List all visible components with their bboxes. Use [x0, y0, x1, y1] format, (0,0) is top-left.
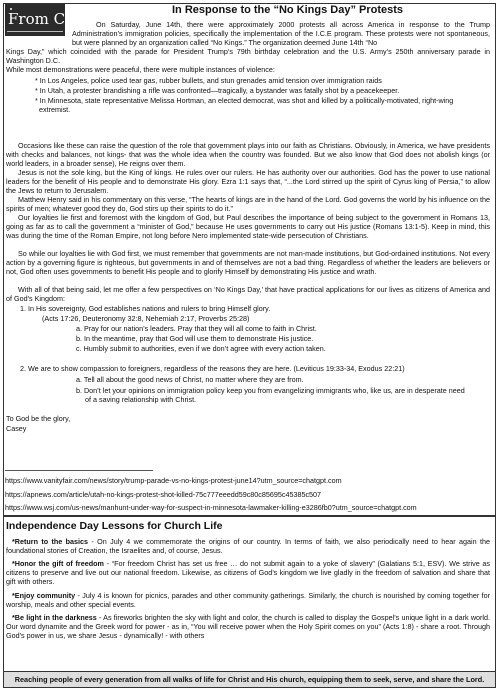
point-2-sub-a: a. Tell all about the good news of Christ, no matter where they are from.: [76, 375, 304, 384]
lesson-freedom-label: *Honor the gift of freedom: [12, 559, 104, 568]
lesson-basics-label: *Return to the basics: [12, 537, 89, 546]
intro-paragraph: On Saturday, June 14th, there were approximately 2000 protests all across America in response to the Trump Administration’s immigration policies, specifically the implementation of the I.C.E program. These protests were not spontaneous, but were planned by an organization called “No Kings.” The organization deemed June 14th “No: [72, 20, 490, 47]
lesson-community: [6, 591, 490, 609]
paragraph-jesus: Jesus is not the sole king, but the King of kings. He rules over our rulers. He has authority over our authorities. God has the power to use national leaders for the benefit of His people and to demonstrate His glory. Ezra 1:1 says that, “...the Lord stirred up the spirit of Cyrus king of Persia,” to allow the Jews to return to Jerusalem.: [6, 168, 490, 195]
bullet-utah: * In Utah, a protester brandishing a rifle was confronted—tragically, a bystander was fatally shot by a peacekeeper.: [35, 86, 400, 95]
source-link-vanityfair[interactable]: https://www.vanityfair.com/news/story/trump-parade-vs-no-kings-protest-june14?utm_source=chatgpt.com: [5, 476, 342, 485]
point-1-refs: (Acts 17:26, Deuteronomy 32:8, Nehemiah 2:17, Proverbs 25:28): [42, 314, 250, 323]
source-link-wsj[interactable]: https://www.wsj.com/us-news/manhunt-under-way-for-suspect-in-minnesota-lawmaker-killing-e3286fb0?utm_source=chatgpt.com: [5, 503, 417, 512]
footer-banner: Reaching people of every generation from all walks of life for Christ and His church, equipping them to seek, serve, and share the Lord.: [3, 671, 496, 688]
source-link-apnews[interactable]: https://apnews.com/article/utah-no-kings-protest-shot-killed-75c777eeedd59c80c85695c45385c507: [5, 490, 322, 499]
point-1: 1. In His sovereignty, God establishes nations and rulers to bring Himself glory.: [20, 304, 271, 313]
point-2-sub-b: b. Don’t let your opinions on immigration policy keep you from evangelizing immigrants who, like us, are in desperate need: [76, 386, 465, 395]
point-1-sub-b: b. In the meantime, pray that God will use them to demonstrate His justice.: [76, 334, 314, 343]
second-article-title: Independence Day Lessons for Church Life: [6, 520, 223, 532]
paragraph-occasions: Occasions like these can raise the question of the role that government plays into our faith as Christians. Obviously, in America, we have presidents with checks and balances, not kings- that was the whole idea when the country was founded. But we also know that God does not abolish kings (or world leaders, in a broader sense), He reigns over them.: [6, 141, 490, 168]
lesson-freedom: [6, 559, 490, 586]
sources-divider: [5, 470, 153, 471]
logo-rule: [7, 31, 63, 32]
bullet-la: * In Los Angeles, police used tear gas, rubber bullets, and stun grenades amid tension over immigration raids: [35, 76, 382, 85]
paragraph-loyalties: Our loyalties lie first and foremost with the kingdom of God, but Paul describes the importance of being subject to the government in Romans 13, going as far as to call the government a “minister of God,” because He uses governments to carry out His justice (Romans 13:1-5). Keep in mind, this was during the time of the Roman Empire, not long before Nero implemented state-wide persecution of Christians.: [6, 213, 490, 240]
paragraph-so-while: So while our loyalties lie with God first, we must remember that governments are not man-made institutions, but God-ordained institutions. Not every action by a governing figure is righteous, but governments in and of themselves are not a bad thing. Regardless of whether the leaders are believers or not, God often uses governments to benefit His people and to glorify Himself by demonstrating His justice and wrath.: [6, 249, 490, 276]
lesson-light-label: *Be light in the darkness: [12, 613, 97, 622]
logo-text: From Casey: [8, 10, 100, 28]
closing-line: To God be the glory,: [6, 414, 71, 423]
lesson-freedom-text: - “For freedom Christ has set us free … do not submit again to a yoke of slavery” (Galatians 5:1, ESV). We strive as citizens to preserve and live out our national freedom. Likewise, as citizens of God’s kingdom we live gladly in the freedom of salvation and share that gift with others.: [6, 559, 490, 586]
lesson-light: [6, 613, 490, 640]
paragraph-henry: Matthew Henry said in his commentary on this verse, “The hearts of kings are in the hand of the Lord. God governs the world by his influence on the spirits of men; whatever good they do, God stirs up their spirits to do it.”: [6, 195, 490, 213]
intro-paragraph-cont: Kings Day,” which coincided with the parade for President Trump’s 79th birthday celebration and the U.S. Army’s 250th anniversary parade in Washington D.C.: [6, 47, 490, 65]
lesson-community-label: *Enjoy community: [12, 591, 76, 600]
lesson-community-text: - July 4 is known for picnics, parades and other community gatherings. Similarly, the church is nourished by coming together for worship, meals and other special events.: [6, 591, 490, 609]
point-2: 2. We are to show compassion to foreigners, regardless of the reasons they are here. (Leviticus 19:33-34, Exodus 22:21): [20, 364, 405, 373]
point-1-sub-c: c. Humbly submit to authorities, even if we don’t agree with every action taken.: [76, 344, 326, 353]
lesson-light-text: - As fireworks brighten the sky with light and color, the church is called to display the Gospel’s unique light in a dark world. Our word dynamite and the Greek word for power - as in, “You will receive power when the Holy Spirit comes on you” (Acts 1:8) - share a root. Through God’s power in us, we share Jesus - dynamically! - with others: [6, 613, 491, 640]
bullet-minnesota: * In Minnesota, state representative Melissa Hortman, an elected democrat, was shot and killed by a politically-motivated, right-wing extremist.: [35, 96, 454, 114]
article-title: In Response to the “No Kings Day” Protests: [172, 4, 404, 16]
lesson-basics: [6, 537, 490, 555]
lesson-basics-text: - On July 4 we commemorate the origins of our country. In terms of faith, we also periodically need to hear again the foundational stories of Creation, the Israelites and, of course, Jesus.: [6, 537, 490, 555]
from-casey-logo: [5, 4, 100, 36]
violence-lead: While most demonstrations were peaceful, there were multiple instances of violence:: [6, 65, 275, 74]
point-1-sub-a: a. Pray for our nation’s leaders. Pray that they will all come to faith in Christ.: [76, 324, 317, 333]
signature: Casey: [6, 424, 27, 433]
point-2-sub-b-cont: of a saving relationship with Christ.: [85, 395, 197, 404]
paragraph-with-all: With all of that being said, let me offer a few perspectives on ‘No Kings Day,’ that have practical applications for our lives as citizens of America and of God’s Kingdom:: [6, 285, 490, 303]
